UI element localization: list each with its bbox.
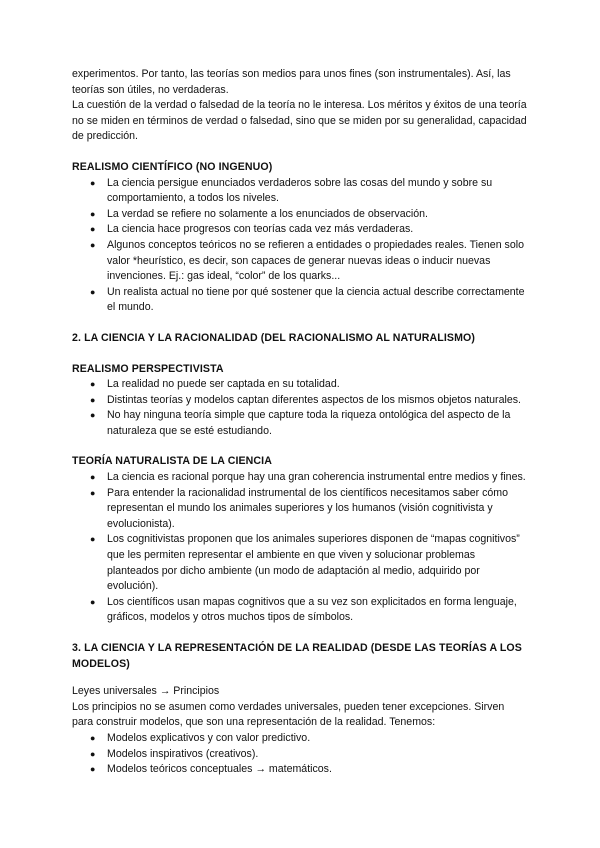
bullet-icon: ● (90, 286, 96, 297)
bullet-icon: ● (90, 732, 96, 743)
section-3-paragraph: Los principios no se asumen como verdades universales, pueden tener excepciones. Sirven para construir modelos, que son una representación de la realidad. Tenemos: (72, 700, 505, 729)
bullet-icon: ● (90, 410, 96, 421)
heading-realismo-cientifico: REALISMO CIENTÍFICO (NO INGENUO) (72, 160, 273, 173)
bullet-icon: ● (90, 208, 96, 219)
list-item: ● La ciencia hace progresos con teorías cada vez más verdaderas. (72, 222, 528, 238)
bullet-icon: ● (90, 394, 96, 405)
bullet-icon: ● (90, 764, 96, 775)
list-item: ● Los científicos usan mapas cognitivos que a su vez son explicitados en forma lenguaje, gráficos, modelos y otros muchos tipos de símbolos. (90, 595, 517, 624)
bullet-icon: ● (90, 224, 96, 235)
bullet-icon: ● (90, 239, 96, 250)
leyes-line: Leyes universales → Principios (72, 685, 220, 698)
bullet-icon: ● (90, 534, 96, 545)
list-item: ● No hay ninguna teoría simple que capture toda la riqueza ontológica del aspecto de la naturaleza que se esté estudiando. (90, 409, 511, 437)
list-item: ● La ciencia persigue enunciados verdaderos sobre las cosas del mundo y sobre su comportamiento, a todos los niveles. (90, 176, 493, 205)
heading-section-2: 2. LA CIENCIA Y LA RACIONALIDAD (DEL RACIONALISMO AL NATURALISMO) (72, 331, 475, 344)
list-item: ● Un realista actual no tiene por qué sostener que la ciencia actual describe correctamente el mundo. (90, 285, 525, 314)
list-item: ● Modelos explicativos y con valor predictivo. (72, 731, 528, 747)
intro-paragraph-2: La cuestión de la verdad o falsedad de la teoría no le interesa. Los méritos y éxitos de una teoría no se miden en términos de verdad o falsedad, sino que se miden por su generalidad, capacidad de predicción. (72, 99, 527, 143)
intro-paragraph-1: experimentos. Por tanto, las teorías son medios para unos fines (son instrumentales). Así, las teorías son útiles, no verdaderas. (72, 68, 511, 96)
list-teoria-naturalista (72, 470, 528, 626)
list-realismo-perspectivista (72, 377, 528, 439)
list-item: ● Modelos teóricos conceptuales → matemáticos. (72, 762, 528, 778)
list-item: ● Distintas teorías y modelos captan diferentes aspectos de los mismos objetos naturales. (72, 393, 528, 409)
list-item: ● La verdad se refiere no solamente a los enunciados de observación. (72, 207, 528, 223)
heading-section-3: 3. LA CIENCIA Y LA REPRESENTACIÓN DE LA REALIDAD (DESDE LAS TEORÍAS A LOS MODELOS) (72, 642, 522, 670)
heading-realismo-perspectivista: REALISMO PERSPECTIVISTA (72, 362, 224, 375)
list-item: ● Modelos inspirativos (creativos). (72, 747, 528, 763)
list-item: ● Algunos conceptos teóricos no se refieren a entidades o propiedades reales. Tienen solo valor *heurístico, es decir, son capaces de generar nuevas ideas o inducir nuevas invenciones. Ej.: gas ideal, “color” de los quarks... (90, 238, 524, 283)
bullet-icon: ● (90, 472, 96, 483)
bullet-icon: ● (90, 487, 96, 498)
list-item: ● Los cognitivistas proponen que los animales superiores disponen de “mapas cognitivos” que les permiten representar el ambiente en que viven y solucionar problemas planteados por dicho ambiente (un modo de adaptación al medio, adquirido por evolución). (90, 533, 520, 593)
list-modelos (72, 731, 528, 778)
bullet-icon: ● (90, 596, 96, 607)
list-realismo-cientifico (72, 176, 528, 316)
list-item: ● Para entender la racionalidad instrumental de los científicos necesitamos saber cómo representan el mundo los animales superiores y los humanos (visión cognitivista y evolucionista). (90, 486, 509, 530)
bullet-icon: ● (90, 177, 96, 188)
list-item: ● La realidad no puede ser captada en su totalidad. (72, 377, 528, 393)
heading-teoria-naturalista: TEORÍA NATURALISTA DE LA CIENCIA (72, 455, 272, 468)
bullet-icon: ● (90, 379, 96, 390)
list-item: ● La ciencia es racional porque hay una gran coherencia instrumental entre medios y fines. (72, 470, 528, 486)
bullet-icon: ● (90, 748, 96, 759)
